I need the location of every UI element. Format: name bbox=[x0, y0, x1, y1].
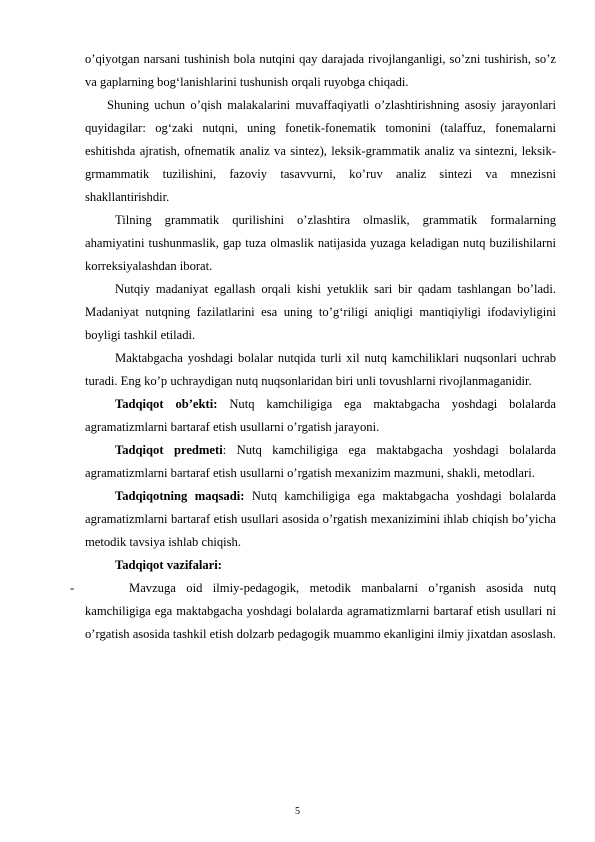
page-content bbox=[70, 48, 556, 646]
paragraph-grammar: Tilning grammatik qurilishini o’zlashtira olmaslik, grammatik formalarning ahamiyatini tushunmaslik, gap tuza olmaslik natijasida yuzaga keladigan nutq buzilishilarni korreksiyalashdan iborat. bbox=[85, 213, 556, 273]
paragraph-research-subject bbox=[85, 439, 556, 485]
paragraph-research-goal bbox=[85, 485, 556, 554]
research-object-text: Nutq kamchiligiga ega maktabgacha yoshdagi bolalarda agramatizmlarni bartaraf etish usullarni o’rgatish jarayoni. bbox=[85, 397, 556, 434]
page-number: 5 bbox=[295, 806, 300, 817]
paragraph-continuation: o’qiyotgan narsani tushinish bola nutqini qay darajada rivojlanganligi, so’zni tushirish, so’z va gaplarning bog‘lanishlarini tushunish orqali ruyobga chiqadi. bbox=[85, 52, 556, 89]
paragraph-speech-defects: Maktabgacha yoshdagi bolalar nutqida turli xil nutq kamchiliklari nuqsonlari uchrab turadi. Eng ko’p uchraydigan nutq nuqsonlaridan biri unli tovushlarni rivojlanmaganidir. bbox=[85, 351, 556, 388]
paragraph-speech-culture: Nutqiy madaniyat egallash orqali kishi yetuklik sari bir qadam tashlangan bo’ladi. Madaniyat nutqning fazilatlarini esa uning to’g‘riligi aniqligi mantiqiyligi ifodaviyligini boyligi tashkil etiladi. bbox=[85, 282, 556, 342]
paragraph-research-object bbox=[85, 393, 556, 439]
research-goal-label: Tadqiqotning maqsadi: bbox=[115, 489, 245, 503]
paragraph-reading-skills: Shuning uchun o’qish malakalarini muvaffaqiyatli o’zlashtirishning asosiy jarayonlari quyidagilar: og‘zaki nutqni, uning fonetik-fonematik tomonini (talaffuz, fonemalarni eshitishda ajratish, ofnematik analiz va sintez), leksik-grammatik analiz va sintezni, leksik-grmammatik tuzilishini, fazoviy tasavvurni, ko’ruv analiz sintezi va mnezisni shakllantirishdir. bbox=[85, 98, 556, 204]
research-subject-text: : Nutq kamchiligiga ega maktabgacha yoshdagi bolalarda agramatizmlarni bartaraf etish usullarni o’rgatish mexanizim mazmuni, shakli, metodlari. bbox=[85, 443, 556, 480]
bullet-dash-icon: - bbox=[70, 581, 75, 595]
research-task-text: Mavzuga oid ilmiy-pedagogik, metodik manbalarni o’rganish asosida nutq kamchiligiga ega maktabgacha yoshdagi bolalarda agramatizmlarni bartaraf etish usullari ni o’rgatish asosida tashkil etish dolzarb pedagogik muammo ekanligini ilmiy jixatdan asoslash. bbox=[85, 581, 556, 641]
research-task-item bbox=[70, 577, 556, 646]
research-subject-label: Tadqiqot predmeti bbox=[115, 443, 223, 457]
research-tasks-heading: Tadqiqot vazifalari: bbox=[115, 558, 222, 572]
research-object-label: Tadqiqot ob’ekti: bbox=[115, 397, 218, 411]
research-goal-text: Nutq kamchiligiga ega maktabgacha yoshdagi bolalarda agramatizmlarni bartaraf etish usullari asosida o’rgatish mexanizimini ihlab chiqish bo’yicha metodik tavsiya ishlab chiqish. bbox=[85, 489, 556, 549]
